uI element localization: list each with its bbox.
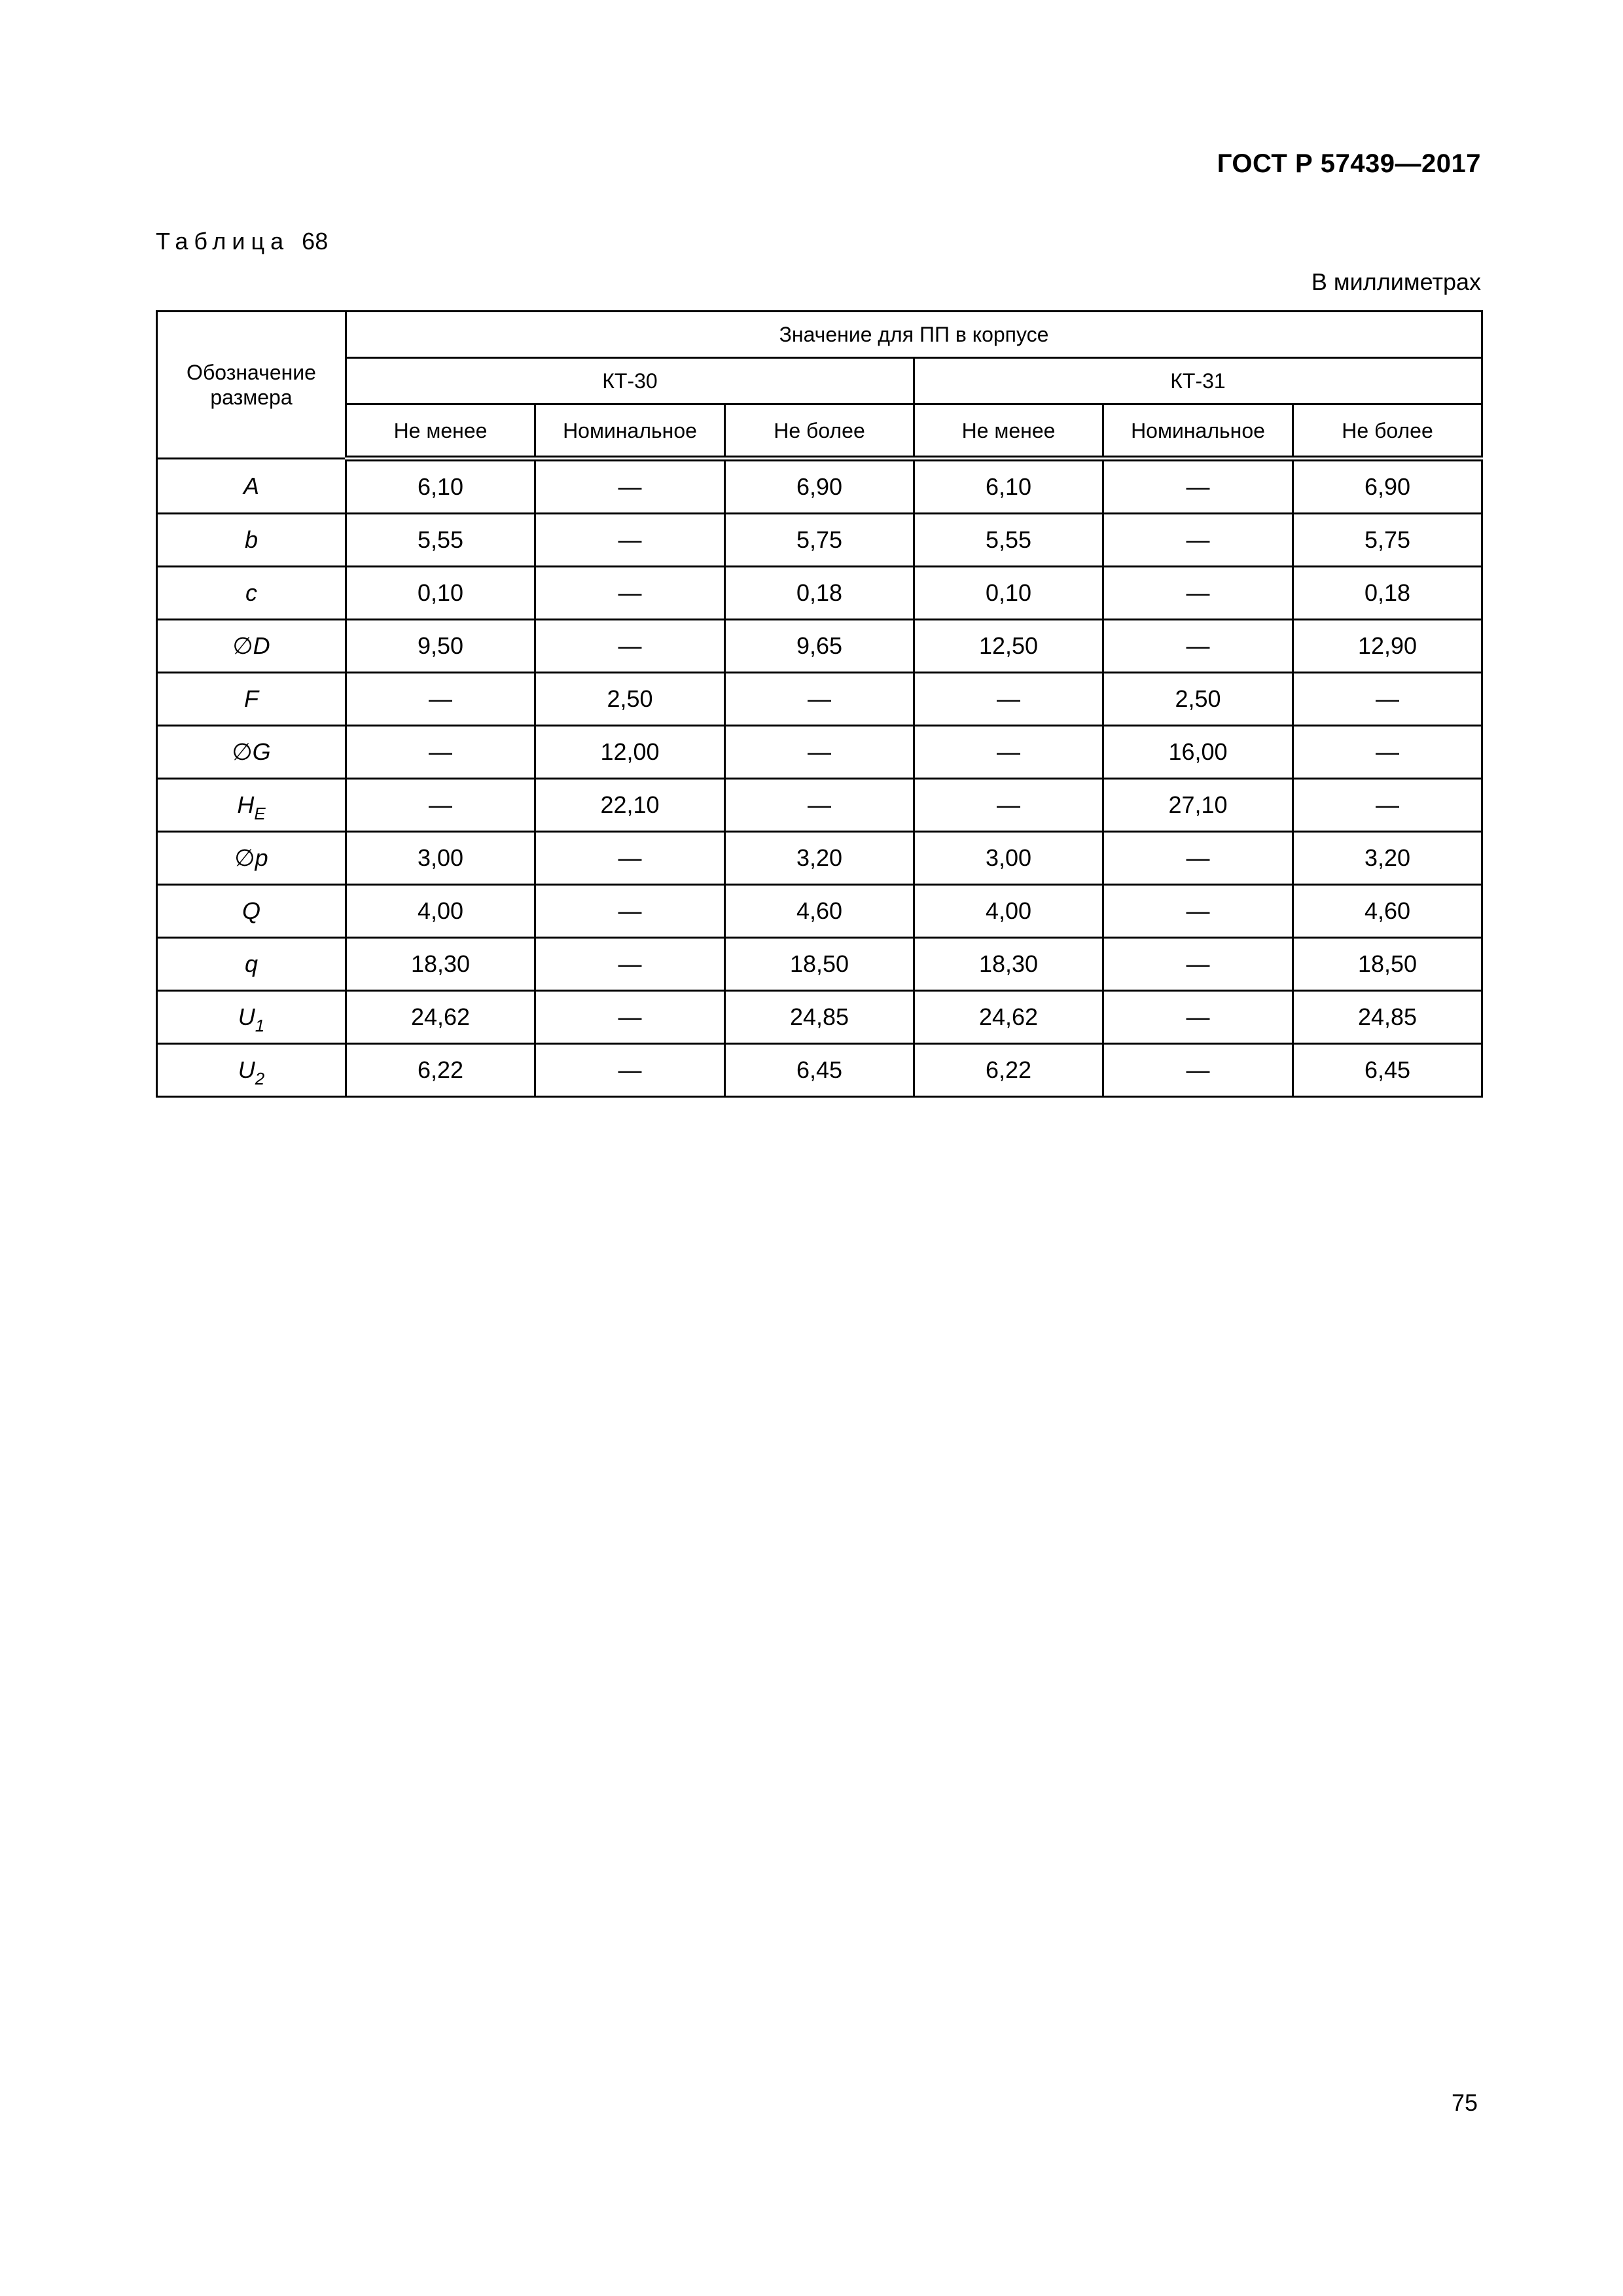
designation-cell [157, 938, 346, 991]
value-cell: 18,30 [914, 938, 1103, 991]
value-cell: — [535, 1044, 725, 1097]
value-cell: — [725, 779, 914, 832]
designation-symbol: b [244, 526, 259, 553]
value-cell: 6,22 [914, 1044, 1103, 1097]
dimensions-table [156, 310, 1483, 1098]
value-cell: — [914, 779, 1103, 832]
value-cell: — [1293, 726, 1482, 779]
value-cell: 0,18 [1293, 567, 1482, 620]
designation-symbol: U [238, 1056, 255, 1083]
subcolumn-header: Не более [725, 404, 914, 459]
designation-cell [157, 779, 346, 832]
value-cell: 4,00 [914, 885, 1103, 938]
diameter-sign: ∅ [234, 844, 255, 871]
value-cell: 18,30 [346, 938, 535, 991]
table-row [157, 832, 1482, 885]
table-row [157, 514, 1482, 567]
value-cell: 6,10 [914, 459, 1103, 514]
table-row [157, 1044, 1482, 1097]
value-cell: 24,85 [725, 991, 914, 1044]
value-cell: 2,50 [535, 673, 725, 726]
designation-symbol: A [243, 472, 259, 499]
designation-symbol: F [244, 685, 259, 712]
value-cell: 24,85 [1293, 991, 1482, 1044]
table-row [157, 620, 1482, 673]
table-row [157, 885, 1482, 938]
value-cell: — [725, 673, 914, 726]
value-cell: — [1103, 938, 1293, 991]
value-cell: 24,62 [914, 991, 1103, 1044]
value-cell: 4,60 [1293, 885, 1482, 938]
value-cell: — [535, 514, 725, 567]
document-code: ГОСТ Р 57439—2017 [1217, 149, 1481, 178]
value-cell: — [1103, 620, 1293, 673]
value-cell: 3,20 [1293, 832, 1482, 885]
designation-symbol: Q [241, 897, 260, 924]
value-cell: 5,75 [725, 514, 914, 567]
value-cell: — [535, 938, 725, 991]
value-cell: 3,00 [346, 832, 535, 885]
designation-symbol: c [245, 579, 257, 606]
value-cell: 9,50 [346, 620, 535, 673]
subcolumn-header: Не более [1293, 404, 1482, 459]
value-cell: 27,10 [1103, 779, 1293, 832]
value-cell: 6,45 [1293, 1044, 1482, 1097]
value-cell: — [914, 726, 1103, 779]
value-cell: 6,90 [1293, 459, 1482, 514]
designation-cell [157, 567, 346, 620]
table-header [157, 312, 1482, 459]
designation-cell [157, 1044, 346, 1097]
value-cell: 0,10 [346, 567, 535, 620]
designation-cell [157, 991, 346, 1044]
designation-cell [157, 885, 346, 938]
value-cell: — [1103, 514, 1293, 567]
value-cell: 5,75 [1293, 514, 1482, 567]
value-cell: 6,90 [725, 459, 914, 514]
value-cell: — [535, 832, 725, 885]
designation-symbol: p [255, 844, 268, 871]
table-row [157, 991, 1482, 1044]
package-header-kt31: КТ-31 [914, 358, 1482, 404]
designation-subscript: E [254, 804, 266, 823]
subcolumn-header: Не менее [914, 404, 1103, 459]
value-cell: — [1103, 1044, 1293, 1097]
value-cell: 4,60 [725, 885, 914, 938]
group-header: Значение для ПП в корпусе [346, 312, 1482, 358]
value-cell: — [1103, 459, 1293, 514]
table-row [157, 779, 1482, 832]
value-cell: 2,50 [1103, 673, 1293, 726]
designation-symbol: U [238, 1003, 255, 1030]
value-cell: 3,20 [725, 832, 914, 885]
designation-cell [157, 673, 346, 726]
designation-symbol: G [252, 738, 271, 765]
value-cell: — [346, 673, 535, 726]
value-cell: 5,55 [914, 514, 1103, 567]
value-cell: 16,00 [1103, 726, 1293, 779]
designation-header: Обозначение размера [157, 312, 346, 459]
table-row [157, 938, 1482, 991]
value-cell: 0,18 [725, 567, 914, 620]
table-caption [156, 228, 328, 255]
table-row [157, 673, 1482, 726]
designation-cell [157, 832, 346, 885]
value-cell: 12,90 [1293, 620, 1482, 673]
table-caption-label: Таблица [156, 228, 290, 255]
value-cell: — [535, 459, 725, 514]
value-cell: 18,50 [725, 938, 914, 991]
diameter-sign: ∅ [232, 738, 253, 765]
value-cell: 24,62 [346, 991, 535, 1044]
subcolumn-header: Номинальное [1103, 404, 1293, 459]
diameter-sign: ∅ [232, 632, 253, 659]
subcolumn-header: Номинальное [535, 404, 725, 459]
designation-subscript: 2 [255, 1069, 265, 1088]
value-cell: 12,00 [535, 726, 725, 779]
value-cell: — [535, 620, 725, 673]
subcolumn-header: Не менее [346, 404, 535, 459]
table-row [157, 459, 1482, 514]
value-cell: 3,00 [914, 832, 1103, 885]
value-cell: — [1103, 832, 1293, 885]
value-cell: 12,50 [914, 620, 1103, 673]
units-note: В миллиметрах [1311, 268, 1481, 295]
value-cell: — [535, 885, 725, 938]
value-cell: — [1103, 567, 1293, 620]
value-cell: — [346, 779, 535, 832]
value-cell: — [1293, 779, 1482, 832]
value-cell: — [535, 567, 725, 620]
value-cell: 5,55 [346, 514, 535, 567]
value-cell: 6,10 [346, 459, 535, 514]
table-row [157, 567, 1482, 620]
table-caption-number: 68 [302, 228, 329, 255]
value-cell: — [1103, 991, 1293, 1044]
value-cell: 4,00 [346, 885, 535, 938]
designation-symbol: H [237, 791, 255, 818]
table-row [157, 726, 1482, 779]
value-cell: 18,50 [1293, 938, 1482, 991]
designation-subscript: 1 [255, 1016, 265, 1035]
package-header-kt30: КТ-30 [346, 358, 914, 404]
page-number: 75 [1451, 2089, 1478, 2116]
value-cell: — [914, 673, 1103, 726]
table-body [157, 459, 1482, 1097]
designation-cell [157, 514, 346, 567]
value-cell: — [535, 991, 725, 1044]
value-cell: — [1293, 673, 1482, 726]
value-cell: 6,45 [725, 1044, 914, 1097]
value-cell: 22,10 [535, 779, 725, 832]
value-cell: 6,22 [346, 1044, 535, 1097]
designation-cell [157, 726, 346, 779]
value-cell: 0,10 [914, 567, 1103, 620]
value-cell: — [1103, 885, 1293, 938]
designation-cell [157, 620, 346, 673]
designation-symbol: D [253, 632, 270, 659]
designation-symbol: q [244, 950, 259, 977]
designation-cell [157, 459, 346, 514]
value-cell: — [725, 726, 914, 779]
value-cell: 9,65 [725, 620, 914, 673]
value-cell: — [346, 726, 535, 779]
